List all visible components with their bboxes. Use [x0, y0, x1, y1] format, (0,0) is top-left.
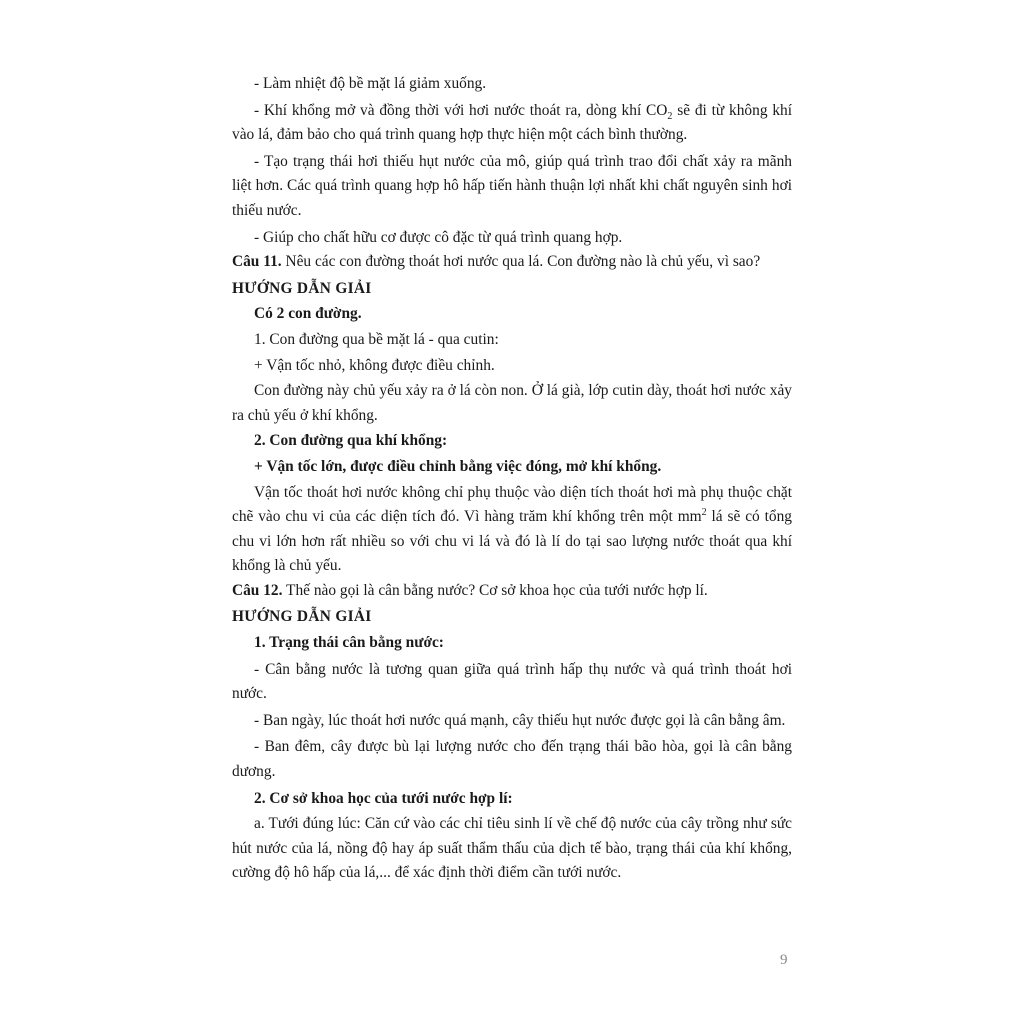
bullet-stomata-co2-post: sẽ đi từ không khí vào lá, đảm bảo cho quá trình quang hợp thực hiện một cách bình thường.	[232, 101, 792, 144]
part-2-item-a: a. Tưới đúng lúc: Căn cứ vào các chỉ tiêu sinh lí về chế độ nước của cây trồng như sức hút nước của lá, nồng độ hay áp suất thẩm thấu của dịch tế bào, trạng thái của khí khổng, cường độ hô hấp của lá,... để xác định thời điểm cần tưới nước.	[232, 815, 792, 882]
question-11-text: Nêu các con đường thoát hơi nước qua lá. Con đường nào là chủ yếu, vì sao?	[281, 253, 761, 271]
bullet-stomata-co2-pre: - Khí khổng mở và đồng thời với hơi nước thoát ra, dòng khí CO	[254, 101, 668, 119]
path-2-description-pre: Vận tốc thoát hơi nước không chỉ phụ thuộc vào diện tích thoát hơi mà phụ thuộc chặt chẽ vào chu vi của các diện tích đó. Vì hàng trăm khí khổng trên một mm	[232, 483, 792, 526]
mm2-superscript: 2	[701, 506, 707, 518]
path-2-description	[232, 481, 792, 579]
part-1-bullet-negative: - Ban ngày, lúc thoát hơi nước quá mạnh, cây thiếu hụt nước được gọi là cân bằng âm.	[254, 711, 786, 729]
part-1-title: 1. Trạng thái cân bằng nước:	[254, 634, 444, 652]
co2-subscript: 2	[667, 110, 673, 122]
question-11	[232, 250, 792, 275]
page-number: 9	[780, 952, 788, 968]
bullet-organic-matter: - Giúp cho chất hữu cơ được cô đặc từ quá trình quang hợp.	[254, 228, 623, 246]
path-1-description: Con đường này chủ yếu xảy ra ở lá còn non. Ở lá già, lớp cutin dày, thoát hơi nước xảy ra chủ yếu ở khí khổng.	[232, 382, 792, 424]
question-12-text: Thế nào gọi là cân bằng nước? Cơ sở khoa học của tưới nước hợp lí.	[282, 581, 708, 599]
part-2-title: 2. Cơ sở khoa học của tưới nước hợp lí:	[254, 789, 513, 807]
part-1-bullet-definition: - Cân bằng nước là tương quan giữa quá trình hấp thụ nước và quá trình thoát hơi nước.	[232, 660, 792, 703]
answer-heading-12: HƯỚNG DẪN GIẢI	[232, 608, 372, 626]
bullet-water-deficit: - Tạo trạng thái hơi thiếu hụt nước của mô, giúp quá trình trao đổi chất xảy ra mãnh liệt hơn. Các quá trình quang hợp hô hấp tiến hành thuận lợi nhất khi chất nguyên sinh hơi thiếu nước.	[232, 152, 792, 219]
question-12	[232, 579, 792, 604]
path-2-description-post: lá sẽ có tổng chu vi lớn hơn rất nhiều so với chu vi lá và đó là lí do tại sao lượng nước thoát qua khí khổng là chủ yếu.	[232, 508, 792, 575]
answer-11-intro: Có 2 con đường.	[254, 305, 362, 323]
path-1-title: 1. Con đường qua bề mặt lá - qua cutin:	[254, 330, 499, 348]
path-2-title: 2. Con đường qua khí khổng:	[254, 432, 448, 450]
path-1-point: + Vận tốc nhỏ, không được điều chỉnh.	[254, 356, 495, 374]
question-11-label: Câu 11.	[232, 253, 282, 271]
path-2-point: + Vận tốc lớn, được điều chỉnh bằng việc đóng, mở khí khổng.	[254, 457, 662, 475]
document-page	[232, 72, 792, 886]
part-1-bullet-positive: - Ban đêm, cây được bù lại lượng nước cho đến trạng thái bão hòa, gọi là cân bằng dương.	[232, 738, 792, 781]
bullet-stomata-co2	[232, 99, 792, 148]
answer-heading-11: HƯỚNG DẪN GIẢI	[232, 279, 372, 297]
bullet-leaf-temperature: - Làm nhiệt độ bề mặt lá giảm xuống.	[254, 75, 487, 92]
question-12-label: Câu 12.	[232, 581, 283, 599]
